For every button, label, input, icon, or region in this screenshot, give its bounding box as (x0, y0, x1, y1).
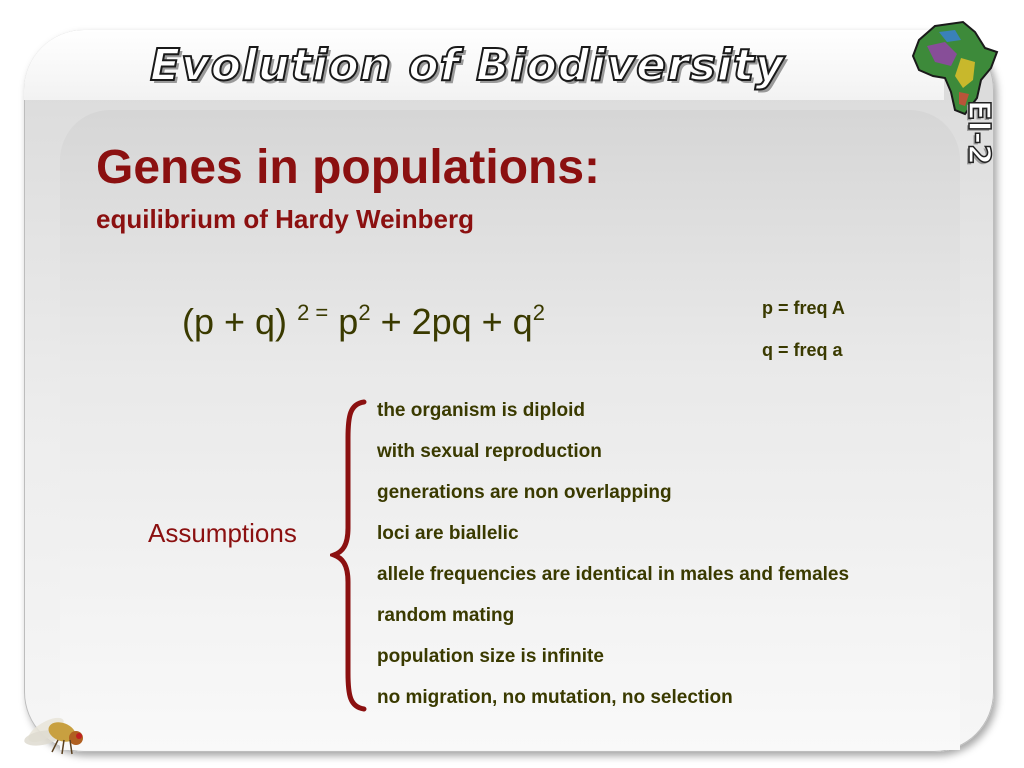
equation-p-exponent: 2 (358, 300, 371, 325)
definition-q: q = freq a (762, 340, 843, 360)
list-item: generations are non overlapping (377, 482, 672, 503)
definition-p: p = freq A (762, 298, 845, 318)
equation-q-exponent: 2 (532, 300, 545, 325)
list-item: population size is infinite (377, 646, 604, 667)
list-item: allele frequencies are identical in males and females (377, 564, 850, 585)
equation-exponent-left: 2 = (297, 300, 329, 325)
equation-left: (p + q) (182, 301, 288, 342)
equation-p: p (338, 301, 359, 342)
equation-middle: + 2pq + q (370, 301, 533, 342)
list-item: loci are biallelic (377, 523, 519, 544)
hardy-weinberg-equation (182, 300, 545, 343)
list-item: random mating (377, 605, 515, 626)
slide-title: Genes in populations: (96, 141, 601, 194)
banner-title: Evolution of Biodiversity (150, 40, 785, 91)
list-item: no migration, no mutation, no selection (377, 687, 733, 708)
slide-code: EI-2 (961, 100, 996, 165)
list-item: the organism is diploid (377, 400, 585, 421)
fruit-fly-icon (18, 702, 90, 760)
curly-brace (330, 398, 370, 713)
assumptions-label: Assumptions (148, 518, 297, 548)
slide-subtitle: equilibrium of Hardy Weinberg (96, 204, 475, 234)
list-item: with sexual reproduction (377, 441, 602, 462)
assumptions-list (377, 398, 849, 726)
